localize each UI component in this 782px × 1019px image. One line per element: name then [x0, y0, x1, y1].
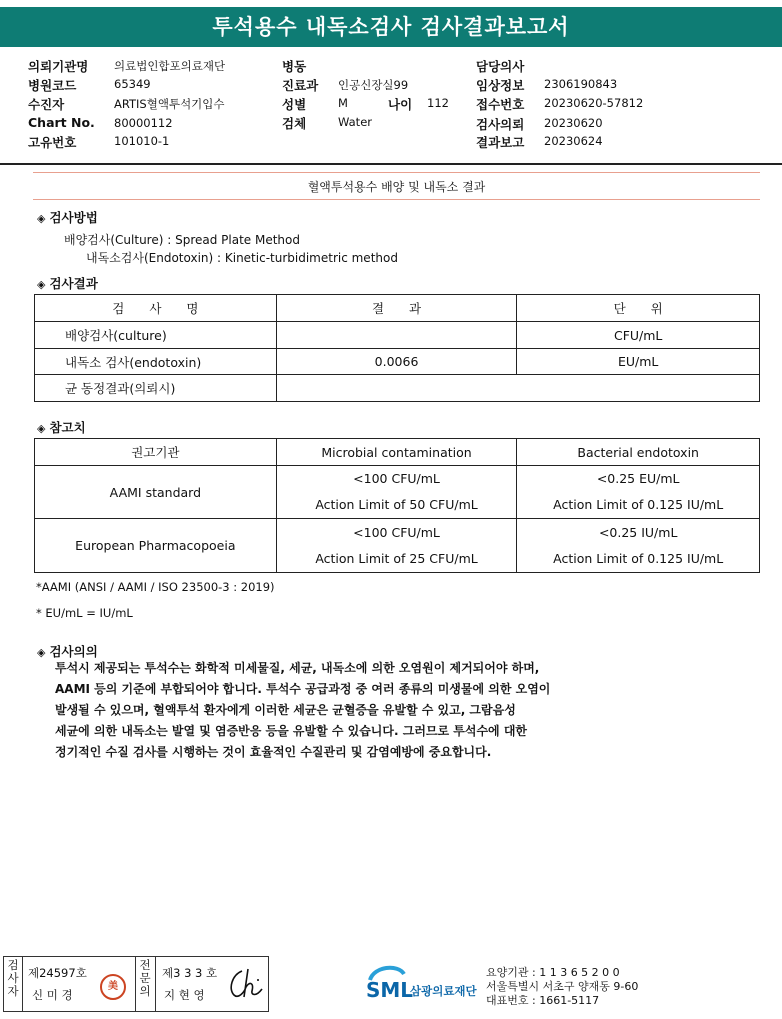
sml-logo-text: SML: [366, 978, 414, 1002]
results-col-result: 결 과: [276, 295, 517, 322]
examiner-label: 검 사 자: [7, 958, 19, 998]
diamond-bullet-icon: ◈: [37, 646, 46, 659]
ref-org: European Pharmacopoeia: [35, 519, 277, 573]
signature-box: [3, 956, 269, 1012]
result-unit: CFU/mL: [517, 322, 760, 349]
ref-col-endo: Bacterial endotoxin: [517, 439, 760, 466]
results-col-unit: 단 위: [517, 295, 760, 322]
signature-icon: [224, 965, 266, 1003]
patient-value: ARTIS혈액투석기입수: [114, 97, 225, 111]
examiner-name: 신 미 경: [32, 988, 73, 1002]
section-title: 혈액투석용수 배양 및 내독소 결과: [307, 180, 486, 194]
institution-label: 의뢰기관명: [28, 59, 89, 74]
dept-label: 진료과: [282, 78, 319, 93]
header-divider: [0, 163, 782, 165]
result-value: [276, 375, 759, 402]
report-title: 투석용수 내독소검사 검사결과보고서: [0, 7, 782, 47]
ref-col-org: 권고기관: [35, 439, 277, 466]
method-header: ◈ 검사방법: [37, 210, 98, 225]
doctor-label: 담당의사: [476, 59, 525, 74]
confirmer-license: 제3 3 3 호: [162, 966, 218, 980]
clinical-label: 임상정보: [476, 78, 525, 93]
request-label: 검사의뢰: [476, 117, 525, 132]
results-col-name: 검 사 명: [35, 295, 277, 322]
ref-endo: <0.25 IU/mL Action Limit of 0.125 IU/mL: [517, 519, 760, 573]
reference-table: [34, 438, 760, 573]
age-value: 112: [427, 96, 449, 110]
result-value: 0.0066: [276, 349, 517, 375]
method-endotoxin: 내독소검사(Endotoxin) : Kinetic-turbidimetric method: [86, 251, 398, 265]
specimen-label: 검체: [282, 116, 307, 131]
hospital-code-label: 병원코드: [28, 78, 77, 93]
ref-micro: <100 CFU/mL Action Limit of 25 CFU/mL: [276, 519, 517, 573]
ref-col-micro: Microbial contamination: [276, 439, 517, 466]
method-culture: 배양검사(Culture) : Spread Plate Method: [64, 233, 300, 247]
ref-endo: <0.25 EU/mL Action Limit of 0.125 IU/mL: [517, 466, 760, 519]
unit-note: * EU/mL = IU/mL: [36, 606, 133, 620]
confirmer-label: 전 문 의: [139, 958, 151, 998]
section-rule-top: [33, 172, 760, 173]
unique-label: 고유번호: [28, 135, 77, 150]
specimen-value: Water: [338, 115, 372, 129]
aami-note: *AAMI (ANSI / AAMI / ISO 23500-3 : 2019): [36, 580, 275, 594]
table-row: [35, 375, 760, 402]
unique-value: 101010-1: [114, 134, 170, 148]
report-label: 결과보고: [476, 135, 525, 150]
request-value: 20230620: [544, 116, 603, 130]
table-row: [35, 519, 760, 573]
hospital-code-value: 65349: [114, 77, 151, 91]
clinical-value: 2306190843: [544, 77, 618, 91]
results-table: [34, 294, 760, 402]
table-row: [35, 322, 760, 349]
institution-value: 의료법인합포의료재단: [114, 59, 226, 73]
result-name: 내독소 검사(endotoxin): [35, 349, 277, 375]
confirmer-name: 지 현 영: [164, 988, 205, 1002]
result-value: [276, 322, 517, 349]
table-row: [35, 349, 760, 375]
sex-label: 성별: [282, 97, 307, 112]
care-code: 요양기관 : 1 1 3 6 5 2 0 0: [486, 966, 620, 979]
receipt-label: 접수번호: [476, 97, 525, 112]
opinion-header: ◈ 검사의의: [37, 644, 98, 659]
receipt-value: 20230620-57812: [544, 96, 644, 110]
org-address: 서울특별시 서초구 양재동 9-60: [486, 980, 639, 993]
examiner-seal: 美: [100, 974, 126, 1000]
result-name: 배양검사(culture): [35, 322, 277, 349]
diamond-bullet-icon: ◈: [37, 278, 46, 291]
dept-value: 인공신장실99: [338, 78, 409, 92]
sex-value: M: [338, 96, 348, 110]
patient-label: 수진자: [28, 97, 65, 112]
result-name: 균 동정결과(의뢰시): [35, 375, 277, 402]
section-rule-bottom: [33, 199, 760, 200]
org-phone: 대표번호 : 1661-5117: [486, 994, 600, 1007]
result-unit: EU/mL: [517, 349, 760, 375]
diamond-bullet-icon: ◈: [37, 422, 46, 435]
table-row: [35, 466, 760, 519]
results-header: ◈ 검사결과: [37, 276, 98, 291]
opinion-text: 투석시 제공되는 투석수는 화학적 미세물질, 세균, 내독소에 의한 오염원이 제거되어야 하며, AAMI 등의 기준에 부합되어야 합니다. 투석수 공급과정 중 여러 종류의 미생물에 의한 오염이 발생될 수 있으며, 혈액투석 환자에게 이러한 세균은 균혈증을 유발할 수 있고, 그람음성 세균에 의한 내독소는 발열 및 염증반응 등을 유발할 수 있습니다. 그러므로 투석수에 대한 정기적인 수질 검사를 시행하는 것이 효율적인 수질관리 및 감염예방에 중요합니다.: [55, 661, 551, 759]
age-label: 나이: [388, 97, 413, 112]
patient-info: [0, 55, 782, 155]
chart-label: Chart No.: [28, 115, 95, 130]
examiner-license: 제24597호: [28, 966, 87, 980]
reference-header: ◈ 참고치: [37, 420, 86, 435]
ref-org: AAMI standard: [35, 466, 277, 519]
org-name: 삼광의료재단: [410, 984, 477, 998]
chart-value: 80000112: [114, 116, 173, 130]
ref-micro: <100 CFU/mL Action Limit of 50 CFU/mL: [276, 466, 517, 519]
diamond-bullet-icon: ◈: [37, 212, 46, 225]
report-value: 20230624: [544, 134, 603, 148]
ward-label: 병동: [282, 59, 307, 74]
